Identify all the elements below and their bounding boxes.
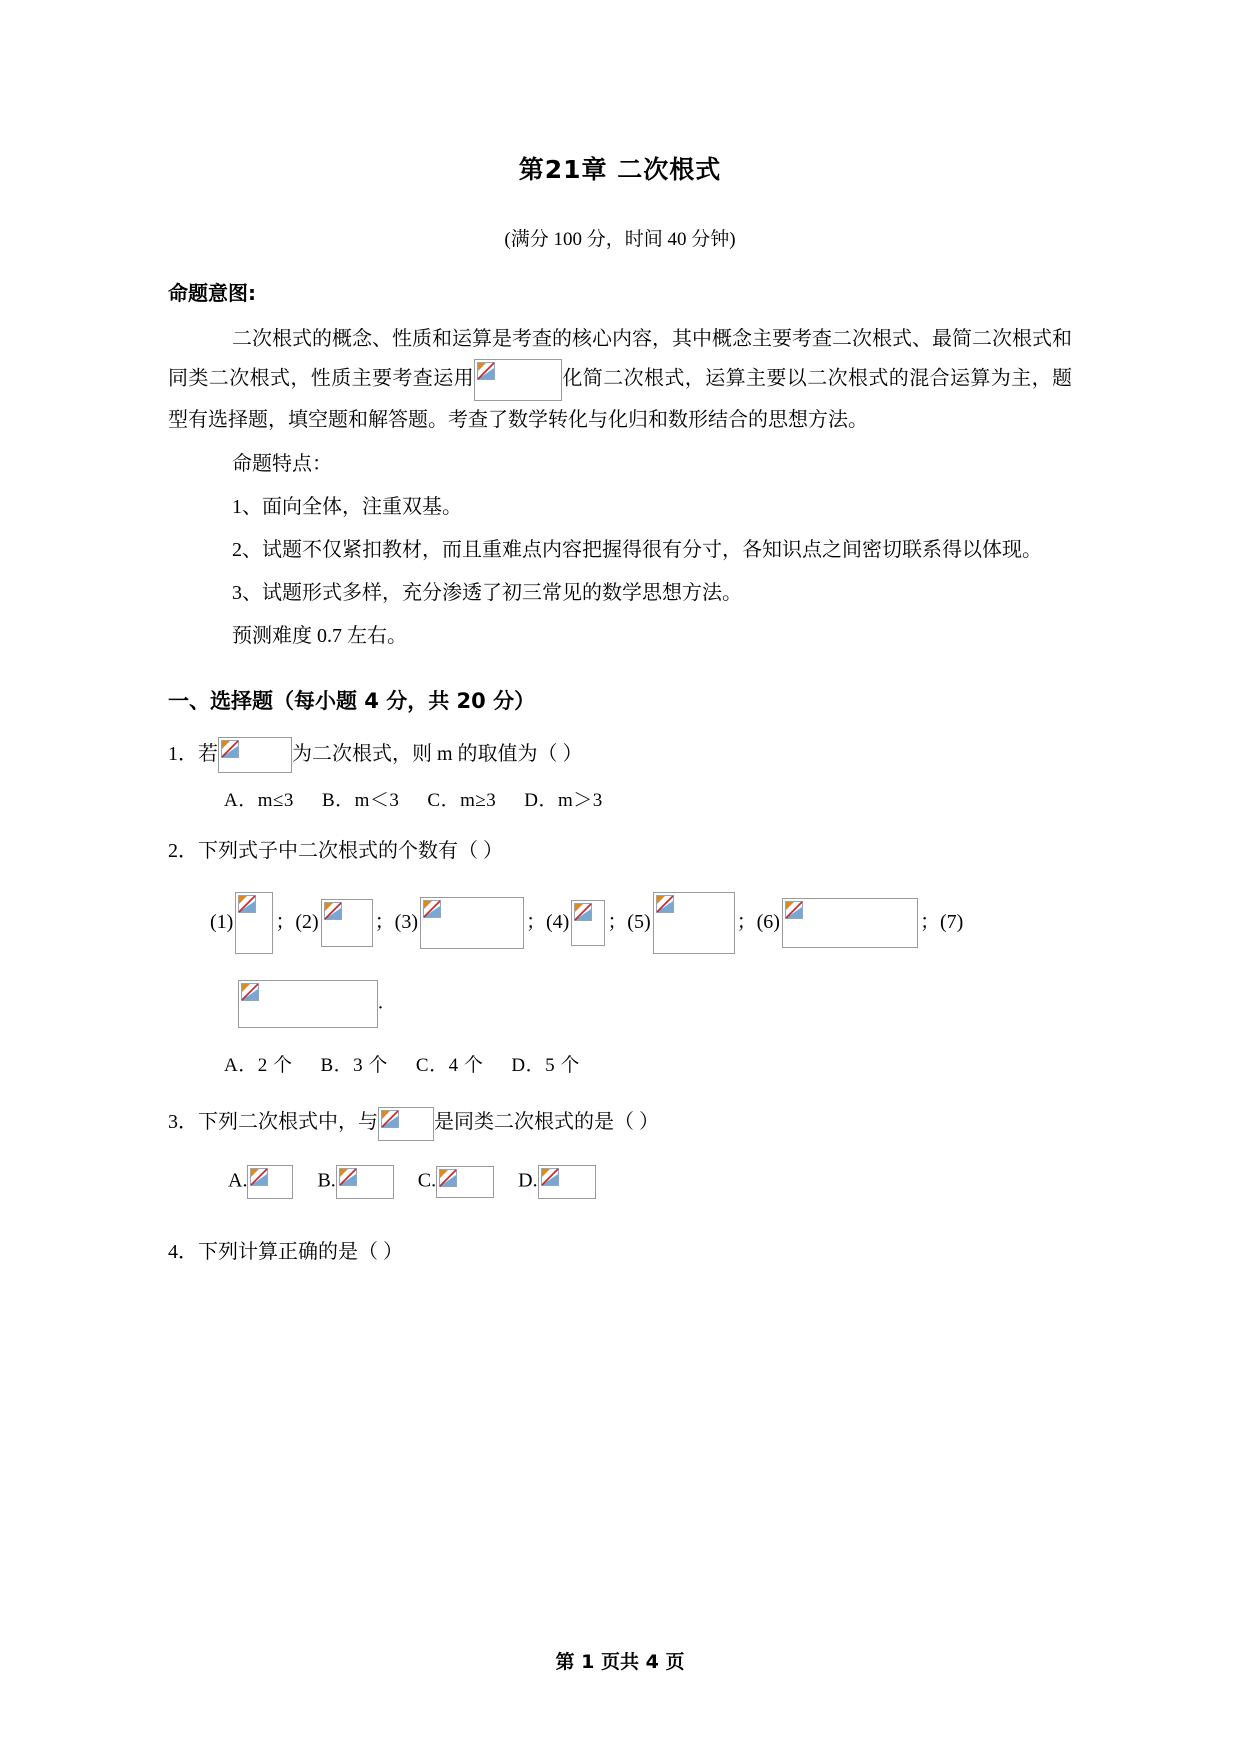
page-title: 第21章 二次根式: [518, 155, 722, 184]
broken-image-glyph: [238, 895, 256, 913]
section-heading-choice: 一、选择题（每小题 4 分，共 20 分）: [168, 689, 536, 713]
question-2-expressions: [208, 892, 1072, 954]
broken-image-icon: [218, 737, 292, 773]
question-3: [168, 1103, 1072, 1141]
question-3-choice-a[interactable]: [228, 1165, 293, 1199]
expr-label-7: ；(7): [919, 911, 964, 933]
feature-item-3: 3、试题形式多样，充分渗透了初三常见的数学思想方法。: [232, 582, 742, 604]
broken-image-glyph: [381, 1110, 399, 1128]
question-2-option-a[interactable]: A．2 个: [224, 1055, 293, 1077]
expr-label-5: ；(5): [607, 911, 651, 933]
question-1-option-d[interactable]: D．m＞3: [524, 790, 603, 812]
broken-image-glyph: [439, 1169, 457, 1187]
choice-d-label: D.: [518, 1170, 538, 1192]
question-1-options: [224, 785, 1072, 812]
broken-image-icon: [238, 980, 378, 1028]
question-3-choice-c[interactable]: [418, 1166, 494, 1198]
exam-subtitle: (满分 100 分，时间 40 分钟): [504, 229, 736, 250]
broken-image-icon: [653, 892, 735, 954]
question-1-prefix: 1．若: [168, 743, 218, 765]
broken-image-icon: [474, 359, 562, 401]
question-4: 4．下列计算正确的是（ ）: [168, 1241, 403, 1264]
question-1-option-a[interactable]: A．m≤3: [224, 790, 294, 812]
broken-image-icon: [378, 1107, 434, 1141]
page-footer: 第 1 页共 4 页: [555, 1651, 685, 1673]
question-2-expression-tail: .: [378, 992, 383, 1014]
difficulty-note: 预测难度 0.7 左右。: [232, 625, 407, 647]
expr-label-4: ；(4): [525, 911, 570, 933]
choice-b-label: B.: [317, 1170, 336, 1192]
expr-label-2: ；(2): [275, 911, 319, 933]
broken-image-glyph: [785, 901, 803, 919]
question-2: 2．下列式子中二次根式的个数有（ ）: [168, 840, 503, 863]
broken-image-icon: [420, 897, 524, 949]
question-3-suffix: 是同类二次根式的是（ ）: [434, 1111, 659, 1134]
feature-item-2: 2、试题不仅紧扣教材，而且重难点内容把握得很有分寸，各知识点之间密切联系得以体现。: [232, 539, 1042, 561]
feature-heading: 命题特点：: [232, 453, 332, 475]
broken-image-icon: [336, 1165, 394, 1199]
choice-c-label: C.: [417, 1170, 437, 1192]
choice-a-label: A.: [228, 1170, 248, 1192]
question-3-choices: [228, 1165, 1072, 1199]
broken-image-icon: [782, 898, 918, 948]
broken-image-icon: [247, 1165, 293, 1199]
question-1: [168, 735, 1072, 773]
broken-image-glyph: [250, 1168, 268, 1186]
broken-image-icon: [321, 899, 373, 947]
broken-image-glyph: [221, 740, 239, 758]
broken-image-glyph: [339, 1168, 357, 1186]
question-2-option-b[interactable]: B．3 个: [320, 1055, 388, 1077]
question-1-option-b[interactable]: B．m＜3: [321, 790, 400, 812]
broken-image-glyph: [574, 903, 592, 921]
intent-paragraph: [168, 320, 1072, 440]
broken-image-glyph: [656, 895, 674, 913]
question-3-choice-d[interactable]: [518, 1165, 595, 1199]
intent-paragraph-part1: 二次根式的概念、性质和运算是考查的核心内容，其中概念主要考查二次根式、最简二次根式和同类二次根式，性质主要考查运用: [168, 328, 1072, 390]
broken-image-glyph: [241, 983, 259, 1001]
broken-image-icon: [571, 900, 605, 946]
broken-image-icon: [235, 892, 273, 954]
intent-paragraph-part2: 化简二次根式，运算主要以二次根式的混合运算为主，题型有选择题，填空题和解答题。考查了数学转化与化归和数形结合的思想方法。: [168, 367, 1072, 431]
broken-image-icon: [538, 1165, 596, 1199]
broken-image-glyph: [477, 362, 495, 380]
question-1-option-c[interactable]: C．m≥3: [427, 790, 497, 812]
intent-heading: 命题意图:: [168, 281, 256, 305]
question-2-options: [224, 1050, 1072, 1077]
broken-image-icon: [436, 1166, 494, 1198]
question-2-expression-7: [238, 980, 1072, 1028]
question-2-option-d[interactable]: D．5 个: [511, 1055, 580, 1077]
expr-label-1: (1): [210, 911, 234, 933]
expr-label-3: ；(3): [374, 911, 418, 933]
broken-image-glyph: [324, 902, 342, 920]
question-2-option-c[interactable]: C．4 个: [415, 1055, 484, 1077]
broken-image-glyph: [423, 900, 441, 918]
question-1-suffix: 为二次根式，则 m 的取值为（ ）: [292, 743, 583, 765]
expr-label-6: ；(6): [736, 911, 780, 933]
question-3-choice-b[interactable]: [317, 1165, 393, 1199]
feature-item-1: 1、面向全体，注重双基。: [232, 496, 462, 518]
question-3-prefix: 3．下列二次根式中，与: [168, 1111, 378, 1134]
broken-image-glyph: [541, 1168, 559, 1186]
